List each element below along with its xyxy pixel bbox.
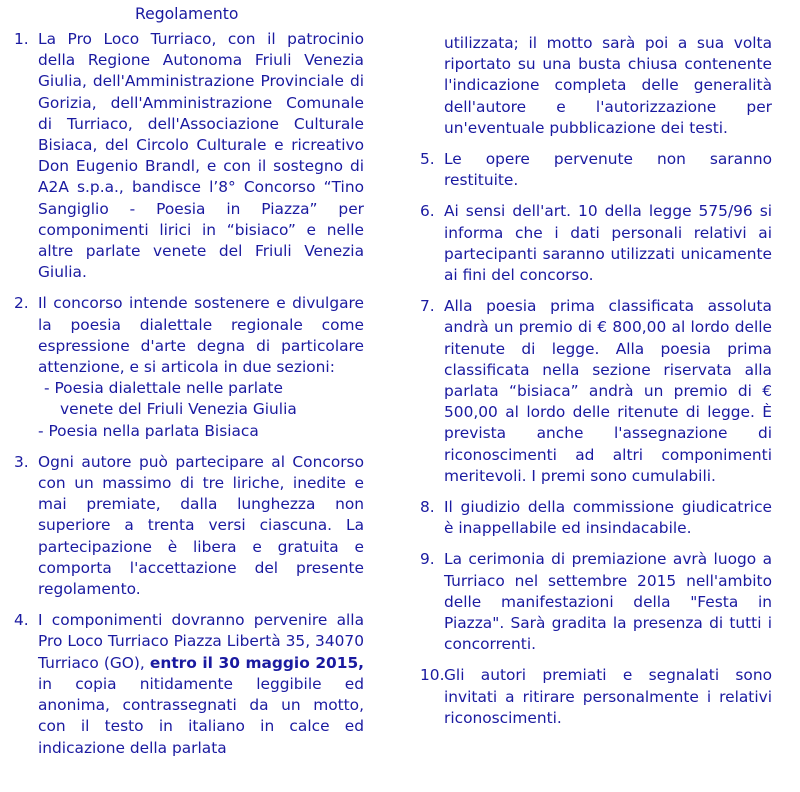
item-text: Alla poesia prima classificata assoluta andrà un premio di € 800,00 al lordo delle ritenute di legge. Alla poesia prima classificata nella sezione riservata alla parlata “bisiaca” andrà un premio di € 500,00 al lordo delle ritenute di legge. È prevista anche l'assegnazione di riconoscimenti ad altri componimenti meritevoli. I premi sono cumulabili. bbox=[444, 297, 772, 485]
item-text: La Pro Loco Turriaco, con il patrocinio della Regione Autonoma Friuli Venezia Giulia, dell'Amministrazione Provinciale di Gorizia, dell'Amministrazione Comunale di Turriaco, dell'Associazione Culturale Bisiaca, del Circolo Culturale e ricreativo Don Eugenio Brandl, e con il sostegno di A2A s.p.a., bandisce l’8° Concorso “Tino Sangiglio - Poesia in Piazza” per componimenti lirici in “bisiaco” e nelle altre parlate venete del Friuli Venezia Giulia. bbox=[38, 30, 364, 282]
section-two-label: - Poesia nella parlata Bisiaca bbox=[38, 421, 259, 440]
item-number: 1. bbox=[14, 30, 29, 48]
item-text: Le opere pervenute non saranno restituite. bbox=[444, 150, 772, 190]
item-text: Il concorso intende sostenere e divulgare la poesia dialettale regionale come espressione d'arte degna di particolare attenzione, e si articola in due sezioni: bbox=[38, 294, 364, 377]
deadline-text: entro il 30 maggio 2015, bbox=[149, 653, 364, 672]
item-number: 8. bbox=[420, 498, 435, 517]
list-item-5 bbox=[408, 149, 772, 191]
item-text bbox=[38, 610, 364, 758]
item-text: La cerimonia di premiazione avrà luogo a Turriaco nel settembre 2015 nell'ambito delle manifestazioni della "Festa in Piazza". Sarà gradita la presenza di tutti i concorrenti. bbox=[444, 550, 772, 654]
item-number: 10. bbox=[420, 666, 445, 685]
list-item-4 bbox=[0, 610, 364, 758]
list-item-6 bbox=[408, 201, 772, 286]
list-item-3 bbox=[0, 452, 364, 600]
item-text-before: I componimenti dovranno pervenire alla Pro Loco Turriaco Piazza Libertà 35, 34070 Turriaco (GO), bbox=[38, 611, 364, 672]
page-title: Regolamento bbox=[135, 5, 239, 23]
right-column bbox=[408, 33, 772, 739]
item-number: 4. bbox=[14, 611, 29, 630]
list-item-9 bbox=[408, 549, 772, 655]
section-one-label: - Poesia dialettale nelle parlate bbox=[44, 379, 283, 398]
item-number: 3. bbox=[14, 452, 29, 471]
item-text: Gli autori premiati e segnalati sono invitati a ritirare personalmente i relativi riconoscimenti. bbox=[444, 666, 772, 727]
item-number: 5. bbox=[420, 150, 435, 169]
item-text: Il giudizio della commissione giudicatrice è inappellabile ed insindacabile. bbox=[444, 498, 772, 538]
item-text: Ogni autore può partecipare al Concorso con un massimo di tre liriche, inedite e mai premiate, dalla lunghezza non superiore a trenta versi ciascuna. La partecipazione è libera e gratuita e comporta l'accettazione del presente regolamento. bbox=[38, 452, 364, 599]
item-number: 7. bbox=[420, 297, 435, 316]
item-text-after: in copia nitidamente leggibile ed anonima, contrassegnati da un motto, con il testo in italiano in calce ed indicazione della parlata bbox=[38, 674, 364, 757]
item-4-continuation: utilizzata; il motto sarà poi a sua volta riportato su una busta chiusa contenente l'indicazione completa delle generalità dell'autore e l'autorizzazione per un'eventuale pubblicazione dei testi. bbox=[444, 34, 772, 137]
list-item-7 bbox=[408, 296, 772, 487]
item-number: 6. bbox=[420, 202, 435, 221]
list-item-1 bbox=[0, 29, 364, 283]
left-column bbox=[0, 29, 364, 769]
item-text: Ai sensi dell'art. 10 della legge 575/96 si informa che i dati personali relativi ai partecipanti saranno utilizzati unicamente ai fini del concorso. bbox=[444, 202, 772, 285]
item-number: 9. bbox=[420, 550, 435, 569]
list-item-10 bbox=[408, 665, 772, 729]
section-one-label-continued: venete del Friuli Venezia Giulia bbox=[60, 400, 297, 419]
item-number: 2. bbox=[14, 294, 29, 313]
list-item-2 bbox=[0, 293, 364, 441]
list-item-8 bbox=[408, 497, 772, 539]
